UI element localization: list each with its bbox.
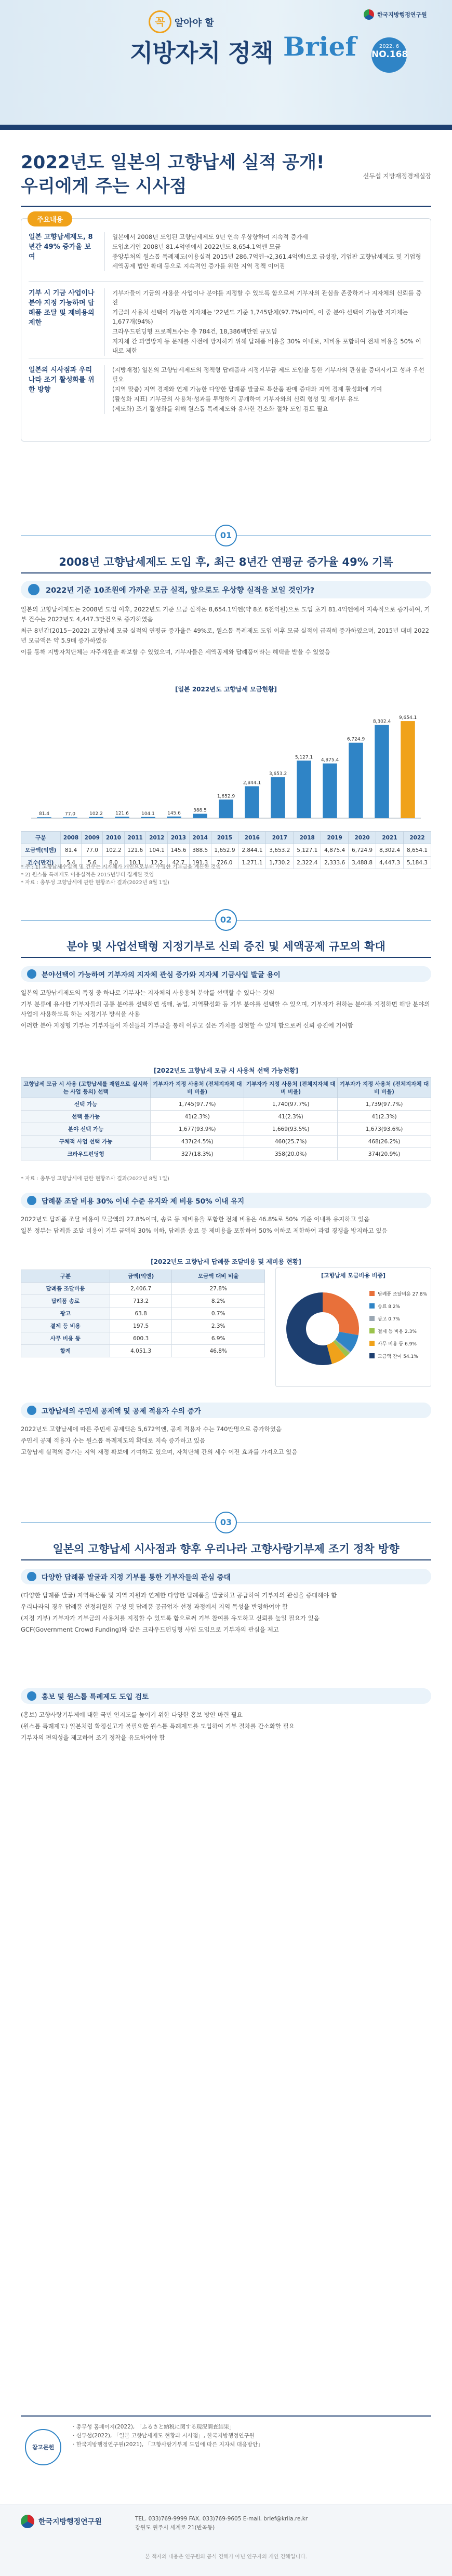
references-badge: 참고문헌 — [25, 2429, 61, 2465]
chart-caption: [일본 2022년도 고향납세 모금현황] — [175, 686, 277, 693]
pie-slice — [323, 1292, 359, 1335]
table-caption: [2022년도 고향납세 답례품 조달비용 및 제비용 현황] — [151, 1258, 301, 1265]
table-cell: 2.3% — [172, 1320, 265, 1332]
notes — [21, 863, 431, 887]
bar-value-label: 104.1 — [141, 811, 155, 817]
table-caption: [2022년도 고향납세 모금 시 사용처 선택 가능현황] — [153, 1067, 299, 1074]
table-cell: 197.5 — [110, 1320, 172, 1332]
summary-box — [21, 218, 431, 442]
table-cell: 선택 가능 — [21, 1098, 151, 1111]
table-header-cell: 2018 — [294, 832, 321, 844]
page-title-line1: 2022년도 일본의 고향납세 실적 공개! — [21, 152, 325, 173]
bar-2021 — [375, 725, 389, 818]
summary-value — [104, 288, 427, 356]
table-cell: 분야 선택 가능 — [21, 1123, 151, 1136]
subsection-pill — [21, 1403, 431, 1418]
bar-2020 — [349, 743, 363, 818]
table-cell: 결제 등 비용 — [21, 1320, 110, 1332]
table-cell: 102.2 — [103, 844, 125, 857]
table-cell: 답례품 송료 — [21, 1295, 110, 1307]
table-header-cell: 2013 — [168, 832, 190, 844]
summary-item: 일본에서 2008년 도입된 고향납세제도 9년 연속 우상향하며 지속적 증가세 — [112, 233, 308, 241]
table-row — [21, 1136, 431, 1148]
table-cell: 81.4 — [60, 844, 82, 857]
bar-2010 — [89, 817, 103, 818]
title-rule — [21, 206, 431, 207]
summary-item: (지방재정) 일본의 고향납세제도의 정책형 답례품과 지정기부금 제도 도입을 통한 기부자의 관심을 증대시키고 성과 우선 필요 — [112, 366, 424, 383]
legend-label: 답례품 조달비용 27.8% — [378, 1292, 428, 1297]
pie-panel — [275, 1267, 431, 1387]
bar-value-label: 121.6 — [115, 811, 129, 817]
subsection-pill — [21, 1569, 431, 1584]
logo-icon — [21, 2515, 34, 2528]
table-cell: 4,447.3 — [376, 857, 404, 869]
legend-label: 결제 등 비용 2.3% — [378, 1329, 417, 1334]
table-header-cell: 2012 — [146, 832, 168, 844]
legend-label: 모금액 잔여 54.1% — [378, 1354, 418, 1359]
subsection-pill — [21, 966, 431, 982]
table-cell: 5.4 — [60, 857, 82, 869]
summary-item: 크라우드펀딩형 프로젝트수는 총 784건, 18,386백만엔 규모임 — [112, 328, 277, 335]
note-line: * 자료 : 총무성 고향납세에 관한 현황조사 결과(2022년 8월 1일) — [21, 1176, 169, 1182]
author: 신두섭 지방재정경제실장 — [363, 172, 431, 180]
bar-2014 — [193, 814, 207, 818]
bar-chart — [21, 699, 431, 829]
bar-2017 — [271, 777, 285, 818]
table-header-cell: 기부자가 지정 사용처 (전체지자체 대비 비율) — [151, 1078, 244, 1098]
bar-value-label: 145.6 — [167, 810, 181, 816]
paragraph: 기부 분류에 유사한 기부자들의 공통 분야를 선택하면 생태, 농업, 지역활성화 등 기부 분야를 선택할 수 있으며, 기부자가 원하는 분야를 지정하면 해당 분야의 사업에 사용하도록 하는 지정기부 방식을 사용 — [21, 1000, 430, 1018]
bar-value-label: 5,127.1 — [295, 755, 313, 760]
table-cell: 10.1 — [124, 857, 146, 869]
subsection-title: 분야선택이 가능하여 기부자의 지자체 관심 증가와 지자체 기금사업 발굴 용이 — [42, 971, 281, 979]
table-header-row — [21, 832, 431, 844]
table-header-cell: 2016 — [238, 832, 266, 844]
bar-2018 — [297, 760, 311, 818]
summary-item: (활성화 지표) 기부금의 사용처·성과를 투명하게 공개하여 기부자와의 신뢰 형성 및 재기부 유도 — [112, 395, 359, 403]
table-cell: 1,745(97.7%) — [151, 1098, 244, 1111]
paragraph: (지정 기부) 기부자가 기부금의 사용처를 지정할 수 있도록 함으로써 기부 참여를 유도하고 신뢰를 높일 필요가 있음 — [21, 1614, 320, 1622]
usage-table — [21, 1077, 431, 1160]
table-cell: 1,730.2 — [266, 857, 294, 869]
pie-title: [고향납세 모금비용 비중] — [321, 1272, 385, 1279]
bar-value-label: 1,652.9 — [217, 794, 235, 799]
header — [0, 0, 452, 130]
note-line: * 자료 : 총무성 고향납세에 관한 현황조사 결과(2022년 8월 1일) — [21, 880, 169, 886]
table-row — [21, 1148, 431, 1160]
table-cell: 8,654.1 — [403, 844, 431, 857]
legend-swatch — [369, 1291, 375, 1296]
table-cell: 41(2.3%) — [244, 1111, 338, 1123]
table-cell: 6,724.9 — [349, 844, 376, 857]
section-body — [21, 1214, 431, 1237]
bullet-icon — [27, 1691, 36, 1701]
bar-value-label: 77.0 — [64, 811, 76, 817]
table-cell: 46.8% — [172, 1345, 265, 1357]
bullet-icon — [27, 969, 36, 979]
section-title: 분야 및 사업선택형 지정기부로 신뢰 증진 및 세액공제 규모의 확대 — [67, 940, 385, 953]
table-cell: 600.3 — [110, 1332, 172, 1345]
table-cell: 6.9% — [172, 1332, 265, 1345]
table-row — [21, 844, 431, 857]
table-header-cell: 2008 — [60, 832, 82, 844]
reference-item: · 신두섭(2022), 「일본 고향납세제도 현황과 시사점」, 한국지방행정연구원 — [73, 2433, 255, 2439]
paragraph: 일본의 고향납세제도의 특징 중 하나로 기부자는 지자체의 사용용처 분야를 선택할 수 있다는 것임 — [21, 989, 275, 996]
summary-item: (지역 맞춤) 지역 경제와 연계 가능한 다양한 답례품 발굴로 특산품 판매 증대와 지역 경제 활성화에 기여 — [112, 385, 382, 393]
table-cell: 460(25.7%) — [244, 1136, 338, 1148]
summary-item: 기부자들이 기금의 사용을 사업이나 분야를 지정할 수 있도록 함으로써 기부자의 관심을 존중하거나 지자체의 신뢰를 증진 — [112, 289, 422, 306]
table-cell: 건수(만건) — [21, 857, 61, 869]
table-cell: 5.6 — [82, 857, 103, 869]
table-header-cell: 2022 — [403, 832, 431, 844]
bar-value-label: 3,653.2 — [269, 771, 287, 777]
paragraph: 주민세 공제 적용자 수는 원스톱 특례제도의 확대로 지속 증가하고 있음 — [21, 1437, 206, 1444]
section-rule — [21, 1559, 431, 1560]
bar-2019 — [323, 764, 337, 818]
bar-2013 — [167, 817, 181, 818]
section-body — [21, 1591, 431, 1636]
footer — [0, 2504, 452, 2576]
legend-swatch — [369, 1316, 375, 1321]
bar-value-label: 81.4 — [38, 811, 50, 817]
table-header-cell: 금액(억엔) — [110, 1270, 172, 1283]
table-cell: 12.2 — [146, 857, 168, 869]
address-line: 강원도 원주시 세계로 21(반곡동) — [135, 2525, 215, 2531]
subsection-pill — [21, 1193, 431, 1208]
legend-swatch — [369, 1341, 375, 1346]
table-cell: 468(26.2%) — [338, 1136, 431, 1148]
section-title: 2008년 고향납세제도 도입 후, 최근 8년간 연평균 증가율 49% 기록 — [59, 556, 393, 568]
subsection-title: 다양한 답례품 발굴과 지정 기부를 통한 기부자들의 관심 증대 — [42, 1573, 231, 1582]
paragraph: GCF(Government Crowd Funding)와 같은 크라우드펀딩형 사업 도입으로 기부자의 관심을 제고 — [21, 1626, 279, 1633]
table-cell: 구체적 사업 선택 가능 — [21, 1136, 151, 1148]
bar-2015 — [219, 799, 233, 818]
bar-2009 — [63, 817, 77, 818]
ggot-badge: 꼭 — [149, 10, 171, 33]
table-cell: 8.2% — [172, 1295, 265, 1307]
paragraph: 고향납세 실적의 증가는 지역 재정 확보에 기여하고 있으며, 자치단체 간의 세수 이전 효과를 가져오고 있음 — [21, 1448, 298, 1456]
bullet-icon — [27, 1406, 36, 1415]
table-header-cell: 2019 — [321, 832, 349, 844]
table-row — [21, 1283, 265, 1295]
org-logo — [364, 9, 427, 20]
paragraph: 일본 정부는 답례품 조달 비용이 기부 금액의 30% 이하, 답례품 송료 등 제비용을 포함하여 50% 이하로 제한하여 과열 경쟁을 방지하고 있음 — [21, 1227, 388, 1234]
table-cell: 광고 — [21, 1307, 110, 1320]
table-cell: 2,406.7 — [110, 1283, 172, 1295]
table-row — [21, 1098, 431, 1111]
table-cell: 3,488.8 — [349, 857, 376, 869]
section-number: 01 — [215, 525, 237, 546]
reference-item: · 총무성 홈페이지(2022), 「ふるさと納税に関する現況調査結果」 — [73, 2424, 235, 2430]
section-number: 03 — [215, 1512, 237, 1533]
references — [21, 2415, 431, 2493]
table-cell: 2,322.4 — [294, 857, 321, 869]
paragraph: 2022년도 고향납세에 따른 주민세 공제액은 5,672억엔, 공제 적용자 수는 740만명으로 증가하였음 — [21, 1425, 282, 1433]
table-header-cell: 구분 — [21, 832, 61, 844]
table-row — [21, 1307, 265, 1320]
summary-tab: 주요내용 — [28, 211, 72, 226]
summary-item: 도입초기인 2008년 81.4억엔에서 2022년도 8,654.1억엔 모금 — [112, 243, 281, 250]
table-cell: 327(18.3%) — [151, 1148, 244, 1160]
bullet-icon — [27, 1572, 36, 1581]
section-body — [21, 1710, 431, 1744]
paragraph: 일본의 고향납세제도는 2008년 도입 이후, 2022년도 기준 모금 실적은 8,654.1억엔(약 8조 6천억원)으로 도입 초기 81.4억엔에서 지속적으로 증가하여, 기부 건수는 2022년도 4,447.3만건으로 증가하였음 — [21, 606, 430, 623]
table-cell: 1,669(93.5%) — [244, 1123, 338, 1136]
note-line: * 2) 원스톱 특례제도 이용실적은 2015년부터 집계된 것임 — [21, 872, 154, 878]
table-cell: 4,051.3 — [110, 1345, 172, 1357]
logo-icon — [364, 9, 374, 20]
table-header-cell: 2014 — [189, 832, 211, 844]
section-body — [21, 605, 431, 659]
bar-2016 — [245, 786, 259, 818]
bar-2008 — [37, 817, 51, 818]
summary-key: 기부 시 기금 사업이나 분야 지정 가능하며 답례품 조달 및 제비용의 제한 — [29, 289, 95, 327]
paragraph: (홍보) 고향사랑기부제에 대한 국민 인지도를 높이기 위한 다양한 홍보 방안 마련 필요 — [21, 1711, 243, 1718]
summary-value — [104, 365, 427, 414]
page-title-line2: 우리에게 주는 시사점 — [21, 176, 187, 197]
bar-2012 — [141, 817, 155, 818]
summary-item: 기금의 사용처 선택이 가능한 지자체는 '22년도 기준 1,745단체(97.7%)이며, 이 중 분야 선택이 가능한 지자체는 1,677개(94%) — [112, 309, 408, 325]
section-body — [21, 1424, 431, 1459]
note-line: * 주 : 1) 고향납세수입액 및 건수는 지자체가 개인으로부터 수령한 기부금을 계산한 것임 — [21, 864, 221, 870]
table-row — [21, 1332, 265, 1345]
table-cell: 사무 비용 등 — [21, 1332, 110, 1345]
footer-org: 한국지방행정연구원 — [38, 2518, 102, 2526]
bar-value-label: 6,724.9 — [347, 737, 365, 742]
pie-chart-svg — [276, 1279, 432, 1383]
table-cell: 358(20.0%) — [244, 1148, 338, 1160]
table-cell: 388.5 — [189, 844, 211, 857]
table-header-cell: 2021 — [376, 832, 404, 844]
table-cell: 4,875.4 — [321, 844, 349, 857]
table-cell: 5,127.1 — [294, 844, 321, 857]
summary-item: (제도화) 조기 활성화를 위해 원스톱 특례제도와 유사한 간소화 절차 도입 검토 필요 — [112, 405, 328, 412]
table-cell: 41(2.3%) — [151, 1111, 244, 1123]
table-cell: 374(20.9%) — [338, 1148, 431, 1160]
subsection-pill — [21, 1688, 431, 1704]
bullet-icon — [28, 584, 39, 595]
section-body — [21, 988, 431, 1032]
footer-contact — [135, 2515, 431, 2532]
bullet-icon — [27, 1196, 36, 1205]
section-title: 일본의 고향납세 시사점과 향후 우리나라 고향사랑기부제 조기 정착 방향 — [52, 1543, 400, 1555]
summary-row — [21, 232, 432, 271]
paragraph: 우리나라의 경우 답례품 선정위원회 구성 및 답례품 공급업자 선정 과정에서 지역 특성을 반영하여야 함 — [21, 1603, 288, 1610]
table-cell: 3,653.2 — [266, 844, 294, 857]
table-cell: 713.2 — [110, 1295, 172, 1307]
bar-value-label: 9,654.1 — [398, 715, 417, 721]
table-cell: 41(2.3%) — [338, 1111, 431, 1123]
paragraph: 기부자의 편의성을 제고하여 조기 정착을 유도하여야 함 — [21, 1734, 165, 1741]
bar-value-label: 388.5 — [193, 808, 207, 813]
summary-key: 일본 고향납세제도, 8년간 49% 증가율 보여 — [29, 233, 93, 261]
question-pill — [21, 581, 431, 598]
footer-logo — [21, 2515, 102, 2528]
contact-line: TEL. 033)769-9999 FAX. 033)769-9605 E-mail. brief@krila.re.kr — [135, 2516, 308, 2522]
table-row — [21, 1123, 431, 1136]
table-header-cell: 고향납세 모금 시 사용 (고향납세를 재원으로 실시하는 사업 등의) 선택 — [21, 1078, 151, 1098]
table-header-cell: 구분 — [21, 1270, 110, 1283]
bar-2011 — [115, 817, 129, 818]
table-row — [21, 1345, 265, 1357]
table-header-cell: 기부자가 지정 사용처 (전체지자체 대비 비율) — [244, 1078, 338, 1098]
bar-chart-svg — [21, 699, 431, 829]
notes — [21, 1175, 431, 1183]
table-header-cell: 모금액 대비 비율 — [172, 1270, 265, 1283]
table-row — [21, 1320, 265, 1332]
subsection-title: 홍보 및 원스톱 특례제도 도입 검토 — [42, 1693, 149, 1701]
summary-item: 지자체 간 과열방지 등 문제를 사전에 방지하기 위해 답례품 비용을 30% 이내로, 제비용 포함하여 전체 비용을 50% 이내로 제한 — [112, 338, 421, 354]
table-cell: 1,271.1 — [238, 857, 266, 869]
bar-value-label: 8,302.4 — [373, 719, 391, 725]
paragraph: 이를 통해 지방자치단체는 자주재원을 확보할 수 있었으며, 기부자들은 세액공제와 답례품이라는 혜택을 받을 수 있었음 — [21, 648, 330, 656]
table-cell: 선택 불가능 — [21, 1111, 151, 1123]
summary-row — [21, 288, 432, 356]
table-cell: 145.6 — [168, 844, 190, 857]
table-cell: 1,740(97.7%) — [244, 1098, 338, 1111]
summary-row — [21, 365, 432, 414]
reference-item: · 한국지방행정연구원(2021), 「고향사랑기부제 도입에 따른 지자체 대응방안」 — [73, 2441, 263, 2448]
table-header-cell: 2015 — [211, 832, 238, 844]
subsection-title: 답례품 조달 비용 30% 이내 수준 유지와 제 비용 50% 이내 유지 — [42, 1197, 245, 1206]
issue-badge — [371, 37, 407, 73]
table-cell: 1,739(97.7%) — [338, 1098, 431, 1111]
table-cell: 437(24.5%) — [151, 1136, 244, 1148]
cost-table — [21, 1270, 265, 1357]
table-cell: 5,184.3 — [403, 857, 431, 869]
legend-label: 송료 8.2% — [378, 1304, 401, 1310]
brief-title: 지방자치 정책 — [130, 39, 273, 67]
table-cell: 104.1 — [146, 844, 168, 857]
summary-key: 일본의 시사점과 우리나라 조기 활성화를 위한 방향 — [29, 366, 95, 394]
table-cell: 1,652.9 — [211, 844, 238, 857]
question-text: 2022년 기준 10조원에 가까운 모금 실적, 앞으로도 우상향 실적을 보일 것인가? — [46, 586, 315, 595]
table-cell: 8.0 — [103, 857, 125, 869]
subsection-title: 고향납세의 주민세 공제액 및 공제 적용자 수의 증가 — [42, 1407, 201, 1416]
know-label: 알아야 할 — [175, 18, 214, 29]
table-header-cell: 2011 — [124, 832, 146, 844]
table-cell: 27.8% — [172, 1283, 265, 1295]
paragraph: 2022년도 답례품 조달 비용이 모금액의 27.8%이며, 송료 등 제비용을 포함한 전체 비용은 46.8%로 50% 기준 이내를 유지하고 있음 — [21, 1216, 370, 1223]
summary-value — [104, 232, 427, 271]
table-cell: 2,333.6 — [321, 857, 349, 869]
table-cell: 1,677(93.9%) — [151, 1123, 244, 1136]
paragraph: 최근 8년간(2015~2022) 고향납세 모금 실적의 연평균 증가율은 49%로, 원스톱 특례제도 도입 이후 모금 실적이 급격히 증가하였으며, 2015년 대비 2022년 모금액은 약 5.9배 증가하였음 — [21, 627, 429, 644]
table-header-cell: 2009 — [82, 832, 103, 844]
bar-value-label: 102.2 — [89, 811, 103, 817]
table-cell: 8,302.4 — [376, 844, 404, 857]
footer-disclaimer: 본 책자의 내용은 연구원의 공식 견해가 아닌 연구자의 개인 견해입니다. — [145, 2554, 307, 2560]
table-cell: 답례품 조달비용 — [21, 1283, 110, 1295]
table-cell: 42.7 — [168, 857, 190, 869]
table-header-cell: 2010 — [103, 832, 125, 844]
section-number: 02 — [215, 909, 237, 931]
legend-swatch — [369, 1303, 375, 1309]
brief-label: Brief — [283, 31, 356, 62]
table-cell: 크라우드펀딩형 — [21, 1148, 151, 1160]
table-cell: 합계 — [21, 1345, 110, 1357]
table-header-cell: 기부자가 지정 사용처 (전체지자체 대비 비율) — [338, 1078, 431, 1098]
bar-value-label: 4,875.4 — [321, 757, 339, 763]
table-row — [21, 1111, 431, 1123]
issue-year: 2022. 6 — [379, 44, 400, 49]
table-cell: 121.6 — [124, 844, 146, 857]
section-rule — [21, 572, 431, 573]
summary-divider — [29, 281, 423, 282]
bar-2022 — [401, 721, 415, 818]
title-block — [21, 151, 431, 207]
table-cell: 1,673(93.6%) — [338, 1123, 431, 1136]
table-cell: 77.0 — [82, 844, 103, 857]
table-header-row — [21, 1270, 265, 1283]
table-cell: 모금액(억엔) — [21, 844, 61, 857]
legend-swatch — [369, 1328, 375, 1333]
legend-label: 광고 0.7% — [378, 1317, 401, 1322]
table-header-cell: 2020 — [349, 832, 376, 844]
paragraph: (다양한 답례품 발굴) 지역특산품 및 지역 자원과 연계한 다양한 답례품을 발굴하고 공급하여 기부자의 관심을 증대해야 함 — [21, 1592, 337, 1599]
table-header-cell: 2017 — [266, 832, 294, 844]
legend-label: 사무 비용 등 6.9% — [378, 1342, 417, 1347]
table-cell: 63.8 — [110, 1307, 172, 1320]
table-cell: 191.3 — [189, 857, 211, 869]
table-cell: 726.0 — [211, 857, 238, 869]
table-header-row — [21, 1078, 431, 1098]
references-list — [73, 2423, 426, 2449]
issue-number: NO.168 — [371, 49, 408, 60]
summary-item: 중앙부처의 원스톱 특례제도(이용실적 2015년 286.7억엔→2,361.4억엔)으로 급성장, 기업판 고향납세제도 및 기업형 세액공제 법안 확대 등으로 지속적인 증가를 위한 지역 정책 이어짐 — [112, 253, 421, 270]
paragraph: 이러한 분야 지정형 기부는 기부자들이 자신들의 기부금을 통해 이루고 싶은 가치를 실현할 수 있게 함으로써 신뢰 증진에 기여함 — [21, 1022, 353, 1029]
header-divider — [0, 125, 452, 130]
bar-value-label: 2,844.1 — [243, 780, 261, 786]
section-rule — [21, 957, 431, 958]
table-row — [21, 1295, 265, 1307]
legend-swatch — [369, 1353, 375, 1358]
table-cell: 2,844.1 — [238, 844, 266, 857]
paragraph: (원스톱 특례제도) 일본처럼 확정신고가 불필요한 원스톱 특례제도를 도입하여 기부 절차를 간소화할 필요 — [21, 1723, 295, 1730]
org-name: 한국지방행정연구원 — [377, 11, 427, 18]
table-cell: 0.7% — [172, 1307, 265, 1320]
